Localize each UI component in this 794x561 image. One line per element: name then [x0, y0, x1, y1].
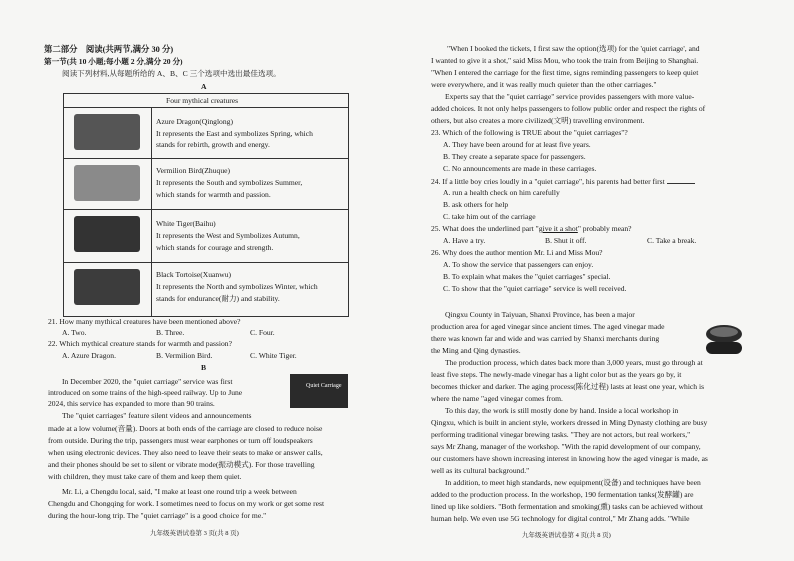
- creature-desc: stands for endurance(耐力) and stability.: [156, 294, 280, 303]
- q25-option-b[interactable]: B. Shut it off.: [545, 236, 587, 245]
- question-22: 22. Which mythical creature stands for warmth and passion?: [48, 339, 232, 348]
- passage-line: our customers have shown increasing interest in knowing how the aged vinegar is made, as: [431, 454, 708, 463]
- q26-option-b[interactable]: B. To explain what makes the "quiet carriages" special.: [443, 272, 611, 281]
- question-23: 23. Which of the following is TRUE about the "quiet carriages"?: [431, 128, 628, 137]
- creatures-table: [63, 93, 349, 317]
- section-title: 第二部分 阅读(共两节,满分 30 分): [44, 45, 174, 54]
- passage-line: Mr. Li, a Chengdu local, said, "I make at least one round trip a week between: [62, 487, 297, 496]
- q24-option-b[interactable]: B. ask others for help: [443, 200, 509, 209]
- table-row: [64, 210, 348, 263]
- passage-line: others, but also creates a more civilized(文明) travelling environment.: [431, 116, 645, 125]
- right-page: [397, 0, 794, 561]
- passage-line: production area for aged vinegar since ancient times. The aged vinegar made: [431, 322, 665, 331]
- tortoise-image: [66, 263, 151, 315]
- bird-image: [66, 159, 151, 209]
- q25-option-a[interactable]: A. Have a try.: [443, 236, 486, 245]
- creature-name: Black Tortoise(Xuanwu): [156, 270, 232, 279]
- creature-desc: It represents the North and symbolizes Winter, which: [156, 282, 318, 291]
- passage-line: and their phones should be set to silent or vibrate mode(振动模式). For those travelling: [48, 460, 315, 469]
- passage-line: Chengdu and Chongqing for work. I sometimes need to focus on my work or get some rest: [48, 499, 325, 508]
- passage-line: introduced on some trains of the high-speed railway. Up to June: [48, 388, 243, 397]
- q22-option-c[interactable]: C. White Tiger.: [250, 351, 297, 360]
- q25-option-c[interactable]: C. Take a break.: [647, 236, 697, 245]
- dragon-image: [66, 108, 151, 158]
- passage-line: "When I entered the carriage for the first time, signs reminding passengers to keep quiet: [431, 68, 699, 77]
- passage-line: well as its cultural background.": [431, 466, 530, 475]
- question-26: 26. Why does the author mention Mr. Li and Miss Mou?: [431, 248, 603, 257]
- passage-line: performing traditional vinegar brewing tasks. "They are not actors, but real workers,": [431, 430, 691, 439]
- passage-line: Experts say that the "quiet carriage" service provides passengers with more value-: [445, 92, 695, 101]
- passage-line: "When I booked the tickets, I first saw the option(选项) for the 'quiet carriage', and: [447, 44, 700, 53]
- answer-blank[interactable]: [667, 176, 695, 184]
- passage-line: made at a low volume(音量). Doors at both ends of the carriage are closed to reduce noise: [48, 424, 323, 433]
- passage-line: with children, they must take care of them and keep them quiet.: [48, 472, 242, 481]
- table-row: [64, 263, 348, 315]
- q24-option-a[interactable]: A. run a health check on him carefully: [443, 188, 560, 197]
- passage-line: were everywhere, and it was really much quieter than the other carriages.": [431, 80, 657, 89]
- creature-name: Azure Dragon(Qinglong): [156, 117, 233, 126]
- table-row: [64, 159, 348, 210]
- table-header: [64, 94, 348, 108]
- subsection-title: 第一节(共 10 小题;每小题 2 分,满分 20 分): [44, 57, 183, 66]
- question-24: 24. If a little boy cries loudly in a "quiet carriage", his parents had better first: [431, 176, 695, 187]
- underlined-phrase: give it a shot: [538, 224, 578, 233]
- passage-line: says Mr Zhang, manager of the workshop. "With the rapid development of our company,: [431, 442, 701, 451]
- passage-line: In December 2020, the "quiet carriage" service was first: [62, 377, 233, 386]
- page-footer: 九年级英语试卷第 3 页(共 8 页): [150, 530, 239, 537]
- creature-name: Vermilion Bird(Zhuque): [156, 166, 231, 175]
- passage-line: Qingxu, which is built in ancient style, workers dressed in Ming Dynasty clothing are busy: [431, 418, 708, 427]
- tiger-image: [66, 210, 151, 262]
- passage-line: there was known far and wide and was carried by Shanxi merchants during: [431, 334, 660, 343]
- creature-desc: It represents the South and symbolizes Summer,: [156, 178, 303, 187]
- q24-option-c[interactable]: C. take him out of the carriage: [443, 212, 536, 221]
- creature-name: White Tiger(Baihu): [156, 219, 216, 228]
- q23-option-c[interactable]: C. No announcements are made in these carriages.: [443, 164, 597, 173]
- creature-desc: stands for rebirth, growth and energy.: [156, 140, 270, 149]
- passage-line: where the name "aged vinegar comes from.: [431, 394, 563, 403]
- passage-line: 2024, this service has expanded to more than 90 trains.: [48, 399, 215, 408]
- passage-line: Qingxu County in Taiyuan, Shanxi Province, has been a major: [445, 310, 635, 319]
- creature-desc: which stands for warmth and passion.: [156, 190, 271, 199]
- q22-option-b[interactable]: B. Vermilion Bird.: [156, 351, 213, 360]
- passage-line: The production process, which dates back more than 3,000 years, must go through at: [445, 358, 703, 367]
- question-21: 21. How many mythical creatures have been mentioned above?: [48, 317, 241, 326]
- instruction: 阅读下列材料,从每题所给的 A、B、C 三个选项中选出最佳选项。: [62, 69, 281, 78]
- q23-option-a[interactable]: A. They have been around for at least five years.: [443, 140, 591, 149]
- q26-option-a[interactable]: A. To show the service that passengers can enjoy.: [443, 260, 594, 269]
- q26-option-c[interactable]: C. To show that the "quiet carriage" service is well received.: [443, 284, 627, 293]
- passage-line: when using electronic devices. They also need to leave their seats to make or answer calls,: [48, 448, 323, 457]
- photo-caption: Quiet Carriage: [306, 383, 342, 389]
- passage-line: added to the production process. In the workshop, 190 fermentation tanks(发酵罐) are: [431, 490, 694, 499]
- passage-b-label: B: [201, 363, 207, 372]
- passage-line: To this day, the work is still mostly done by hand. Inside a local workshop in: [445, 406, 679, 415]
- quiet-carriage-photo: [290, 374, 348, 408]
- creature-desc: which stands for courage and strength.: [156, 243, 274, 252]
- q23-option-b[interactable]: B. They create a separate space for passengers.: [443, 152, 586, 161]
- passage-line: human help. We even use 5G technology for digital control," Mr Zhang adds. "While: [431, 514, 690, 523]
- passage-a-label: A: [201, 82, 207, 91]
- passage-line: from outside. During the trip, passengers must wear earphones or turn off loudspeakers: [48, 436, 313, 445]
- table-row: [64, 108, 348, 159]
- q21-option-b[interactable]: B. Three.: [156, 328, 185, 337]
- creature-desc: It represents the East and symbolizes Spring, which: [156, 129, 313, 138]
- passage-line: the Ming and Qing dynasties.: [431, 346, 521, 355]
- passage-line: during the hour-long trip. The "quiet carriage" is a good choice for me.": [48, 511, 267, 520]
- q21-option-c[interactable]: C. Four.: [250, 328, 275, 337]
- passage-line: least five steps. The newly-made vinegar has a light color but as the years go by, it: [431, 370, 682, 379]
- vinegar-bowl-photo: [704, 320, 744, 358]
- passage-line: added choices. It not only helps passengers to follow public order and respect the rights of: [431, 104, 706, 113]
- q22-option-a[interactable]: A. Azure Dragon.: [62, 351, 116, 360]
- table-header-text: Four mythical creatures: [166, 96, 239, 105]
- passage-line: In addition, to meet high standards, new equipment(设备) and techniques have been: [445, 478, 701, 487]
- passage-line: becomes thicker and darker. The aging process(陈化过程) lasts at least one year, which is: [431, 382, 705, 391]
- q21-option-a[interactable]: A. Two.: [62, 328, 87, 337]
- creature-desc: It represents the West and Symbolizes Autumn,: [156, 231, 300, 240]
- passage-line: I wanted to give it a shot," said Miss Mou, who took the train from Beijing to Shanghai.: [431, 56, 699, 65]
- question-25: 25. What does the underlined part "give it a shot" probably mean?: [431, 224, 632, 233]
- passage-line: The "quiet carriages" feature silent videos and announcements: [62, 411, 252, 420]
- passage-line: lined up like soldiers. "Both fermentation and smoking(熏) tasks can be achieved without: [431, 502, 703, 511]
- page-footer: 九年级英语试卷第 4 页(共 8 页): [522, 532, 611, 539]
